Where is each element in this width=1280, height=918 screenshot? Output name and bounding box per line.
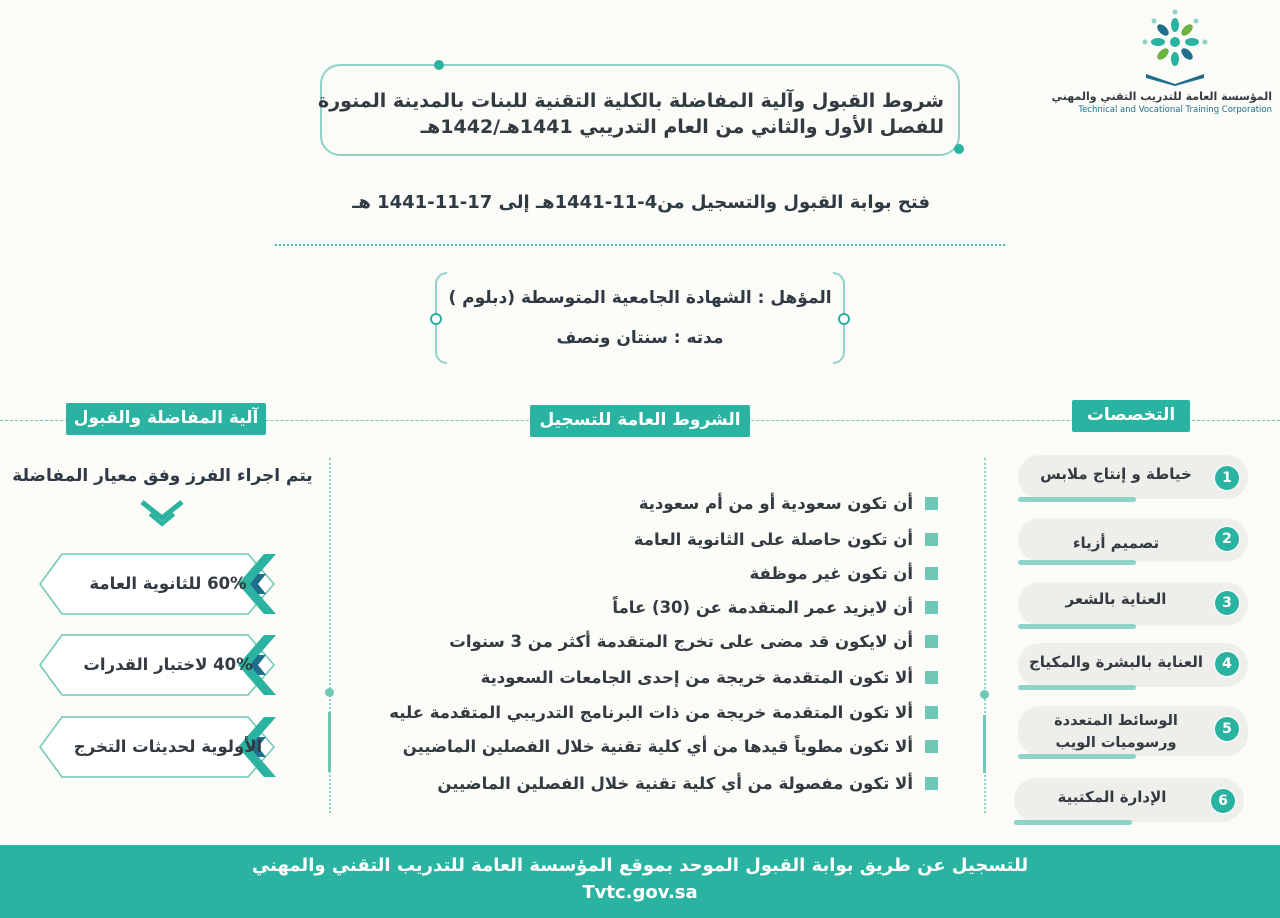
- conditions-line-dot: [325, 688, 334, 697]
- condition-item: ألا تكون المتقدمة خريجة من ذات البرنامج التدريبي المتقدمة عليه: [389, 703, 938, 722]
- condition-item: أن لايزيد عمر المتقدمة عن (30) عاماً: [612, 598, 938, 617]
- footer-text: للتسجيل عن طريق بوابة القبول الموحد بموقع المؤسسة العامة للتدريب التقني والمهني: [251, 855, 1029, 876]
- divider: [275, 244, 1005, 246]
- title-line-2: للفصل الأول والثاني من العام التدريبي 1441هـ/1442هـ: [420, 116, 944, 138]
- condition-item: أن لايكون قد مضى على تخرج المتقدمة أكثر من 3 سنوات: [449, 632, 938, 651]
- condition-item: أن تكون غير موظفة: [750, 564, 938, 583]
- specialties-line-bar: [983, 715, 986, 773]
- logo: [1051, 8, 1276, 120]
- specialty-item: العناية بالشعر 3: [1018, 582, 1248, 626]
- criterion-tag: الأولوية لحديثات التخرج: [38, 715, 278, 779]
- condition-item: ألا تكون المتقدمة خريجة من إحدى الجامعات السعودية: [481, 668, 938, 687]
- specialty-item: العناية بالبشرة والمكياج 4: [1018, 643, 1248, 687]
- title-line-1: شروط القبول وآلية المفاضلة بالكلية التقنية للبنات بالمدينة المنورة: [318, 90, 944, 112]
- condition-item: ألا تكون مفصولة من أي كلية تقنية خلال الفصلين الماضيين: [437, 774, 938, 793]
- specialty-item: الوسائط المتعددة ورسوميات الويب 5: [1018, 706, 1248, 756]
- condition-item: أن تكون حاصلة على الثانوية العامة: [634, 530, 938, 549]
- logo-name-en: Technical and Vocational Training Corporation: [1078, 105, 1272, 115]
- conditions-line-bar: [328, 712, 331, 772]
- qualification-degree: المؤهل : الشهادة الجامعية المتوسطة (دبلوم ): [448, 288, 832, 308]
- title-box: [320, 64, 960, 156]
- specialty-item: تصميم أزياء 2: [1018, 518, 1248, 562]
- logo-emblem-icon: [1140, 8, 1210, 86]
- condition-item: أن تكون سعودية أو من أم سعودية: [639, 494, 938, 513]
- preference-header: آلية المفاضلة والقبول: [66, 403, 266, 435]
- qualification-duration: مدته : سنتان ونصف: [556, 328, 724, 348]
- specialty-item: الإدارة المكتبية 6: [1014, 778, 1244, 822]
- qualification-box: [435, 272, 845, 364]
- specialties-header: التخصصات: [1072, 400, 1190, 432]
- logo-name-ar: المؤسسة العامة للتدريب التقني والمهني: [1051, 90, 1272, 103]
- specialty-item: خياطة و إنتاج ملابس 1: [1018, 455, 1248, 499]
- preference-intro: يتم اجراء الفرز وفق معيار المفاضلة: [12, 466, 313, 486]
- criterion-tag: 40% لاختبار القدرات: [38, 633, 278, 697]
- website-link[interactable]: Tvtc.gov.sa: [582, 882, 698, 903]
- conditions-header: الشروط العامة للتسجيل: [530, 405, 750, 437]
- chevron-down-icon: [140, 500, 184, 528]
- footer: [0, 845, 1280, 918]
- specialties-line-dot: [980, 690, 989, 699]
- criterion-tag: 60% للثانوية العامة: [38, 552, 278, 616]
- condition-item: ألا تكون مطوياً قيدها من أي كلية تقنية خلال الفصلين الماضيين: [403, 737, 938, 756]
- registration-period: فتح بوابة القبول والتسجيل من4-11-1441هـ إلى 17-11-1441 هـ: [352, 192, 930, 213]
